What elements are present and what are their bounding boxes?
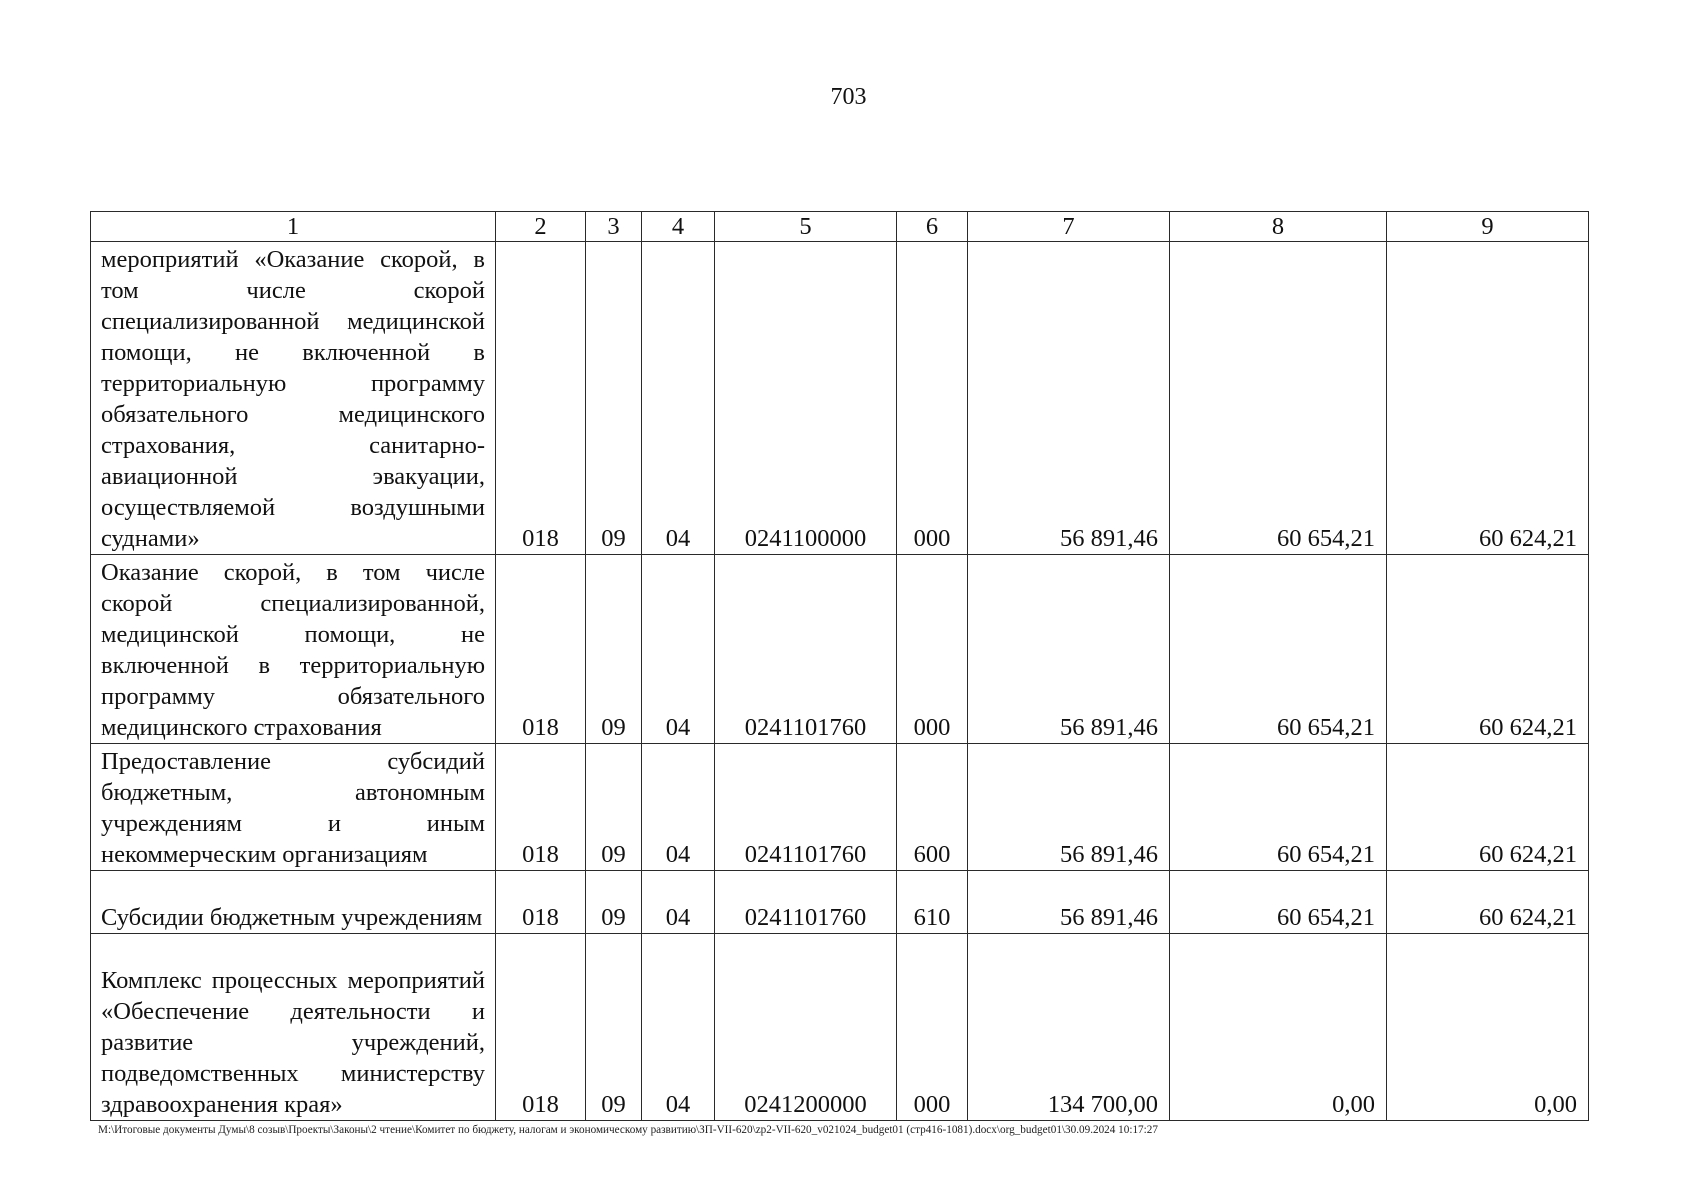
header-col-3: 3 — [586, 212, 642, 242]
cell-target-item: 0241200000 — [715, 934, 897, 1121]
cell-amount-7: 56 891,46 — [968, 555, 1170, 744]
cell-amount-8: 60 654,21 — [1170, 871, 1387, 934]
page-number: 703 — [830, 84, 867, 110]
cell-expense-type: 000 — [897, 934, 968, 1121]
table-row — [91, 242, 1589, 555]
row-description: Комплекс процессных мероприятий «Обеспечение деятельности и развитие учреждений, подведомственных министерству здравоохранения края» — [91, 934, 496, 1121]
cell-target-item: 0241101760 — [715, 871, 897, 934]
cell-amount-9: 60 624,21 — [1387, 555, 1589, 744]
cell-subsection: 04 — [642, 934, 715, 1121]
header-col-7: 7 — [968, 212, 1170, 242]
header-col-8: 8 — [1170, 212, 1387, 242]
cell-subsection: 04 — [642, 744, 715, 871]
cell-amount-9: 60 624,21 — [1387, 871, 1589, 934]
header-col-9: 9 — [1387, 212, 1589, 242]
table-row — [91, 555, 1589, 744]
cell-ministry-code: 018 — [496, 744, 586, 871]
cell-section: 09 — [586, 555, 642, 744]
table-row — [91, 744, 1589, 871]
cell-subsection: 04 — [642, 242, 715, 555]
table-header — [91, 212, 1589, 242]
budget-table — [90, 211, 1589, 1121]
header-row — [91, 212, 1589, 242]
row-description: Субсидии бюджетным учреждениям — [91, 871, 496, 934]
cell-target-item: 0241101760 — [715, 744, 897, 871]
cell-subsection: 04 — [642, 871, 715, 934]
cell-amount-8: 60 654,21 — [1170, 555, 1387, 744]
row-description: мероприятий «Оказание скорой, в том числе скорой специализированной медицинской помощи, не включенной в территориальную программу обязательного медицинского страхования, санитарно-авиационной эвакуации, осуществляемой воздушными суднами» — [91, 242, 496, 555]
header-col-6: 6 — [897, 212, 968, 242]
cell-subsection: 04 — [642, 555, 715, 744]
cell-expense-type: 610 — [897, 871, 968, 934]
cell-amount-7: 56 891,46 — [968, 242, 1170, 555]
cell-ministry-code: 018 — [496, 871, 586, 934]
cell-amount-7: 134 700,00 — [968, 934, 1170, 1121]
cell-amount-8: 60 654,21 — [1170, 744, 1387, 871]
cell-amount-9: 60 624,21 — [1387, 242, 1589, 555]
cell-target-item: 0241101760 — [715, 555, 897, 744]
cell-expense-type: 000 — [897, 555, 968, 744]
header-col-1: 1 — [91, 212, 496, 242]
cell-section: 09 — [586, 744, 642, 871]
table-body — [91, 242, 1589, 1121]
cell-amount-7: 56 891,46 — [968, 871, 1170, 934]
header-col-2: 2 — [496, 212, 586, 242]
cell-section: 09 — [586, 871, 642, 934]
header-col-4: 4 — [642, 212, 715, 242]
table-row — [91, 934, 1589, 1121]
document-path-footer: M:\Итоговые документы Думы\8 созыв\Проекты\Законы\2 чтение\Комитет по бюджету, налогам и экономическому развитию\ЗП-VII-620\zp2-VII-620_v021024_budget01 (стр416-1081).docx\org_budget01\30.09.2024 10:17:27 — [98, 1124, 1158, 1136]
cell-amount-9: 60 624,21 — [1387, 744, 1589, 871]
cell-ministry-code: 018 — [496, 242, 586, 555]
table-row — [91, 871, 1589, 934]
cell-target-item: 0241100000 — [715, 242, 897, 555]
row-description: Предоставление субсидий бюджетным, автономным учреждениям и иным некоммерческим организациям — [91, 744, 496, 871]
cell-amount-8: 0,00 — [1170, 934, 1387, 1121]
cell-ministry-code: 018 — [496, 555, 586, 744]
header-col-5: 5 — [715, 212, 897, 242]
row-description: Оказание скорой, в том числе скорой специализированной, медицинской помощи, не включенной в территориальную программу обязательного медицинского страхования — [91, 555, 496, 744]
cell-expense-type: 000 — [897, 242, 968, 555]
cell-section: 09 — [586, 934, 642, 1121]
cell-amount-8: 60 654,21 — [1170, 242, 1387, 555]
cell-ministry-code: 018 — [496, 934, 586, 1121]
cell-amount-7: 56 891,46 — [968, 744, 1170, 871]
cell-expense-type: 600 — [897, 744, 968, 871]
cell-section: 09 — [586, 242, 642, 555]
cell-amount-9: 0,00 — [1387, 934, 1589, 1121]
